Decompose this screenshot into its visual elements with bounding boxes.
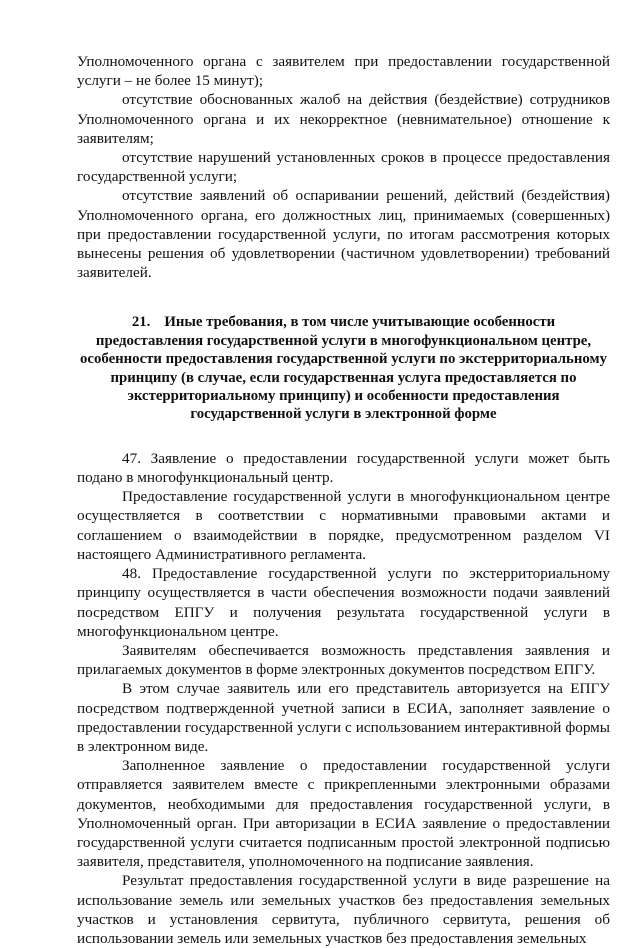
body-paragraph-3: 48. Предоставление государственной услуги по экстерриториальному принципу осуществляется в части обеспечения возможности подачи заявлений посредством ЕПГУ и получения результата государственной услуги в многофункциональном центре. xyxy=(77,565,610,640)
intro-paragraph-4: отсутствие заявлений об оспаривании решений, действий (бездействия) Уполномоченного органа, его должностных лиц, принимаемых (совершенных) при предоставлении государственной услуги, по итогам рассмотрения которых вынесены решения об удовлетворении (частичном удовлетворении) требований заявителей. xyxy=(77,187,610,282)
document-page xyxy=(77,52,610,948)
section-heading xyxy=(77,313,610,423)
intro-paragraph-3: отсутствие нарушений установленных сроков в процессе предоставления государственной услуги; xyxy=(77,149,610,186)
section-body xyxy=(77,449,610,948)
section-heading-text: Иные требования, в том числе учитывающие особенности предоставления государственной услуги в многофункциональном центре, особенности предоставления государственной услуги по экстерриториальному принципу (в случае, если государственная услуга предоставляется по экстерриториальному принципу) и особенности предоставления государственной услуги в электронной форме xyxy=(80,314,607,423)
body-paragraph-6: Заполненное заявление о предоставлении государственной услуги отправляется заявителем вместе с прикрепленными электронными образами документов, необходимыми для предоставления государственной услуги, в Уполномоченный орган. При авторизации в ЕСИА заявление о предоставлении государственной услуги считается подписанным простой электронной подписью заявителя, представителя, уполномоченного на подписание заявления. xyxy=(77,757,610,871)
body-paragraph-7: Результат предоставления государственной услуги в виде разрешение на использование земель или земельных участков без предоставления земельных участков и установления сервитута, публичного сервитута, решения об использовании земель или земельных участков без предоставления земельных xyxy=(77,872,610,947)
section-heading-number: 21. xyxy=(131,314,151,331)
body-paragraph-1: 47. Заявление о предоставлении государственной услуги может быть подано в многофункциональный центр. xyxy=(77,449,610,487)
body-paragraph-5: В этом случае заявитель или его представитель авторизуется на ЕПГУ посредством подтвержденной учетной записи в ЕСИА, заполняет заявление о предоставлении государственной услуги с использованием интерактивной формы в электронном виде. xyxy=(77,680,610,755)
body-paragraph-4: Заявителям обеспечивается возможность представления заявления и прилагаемых документов в форме электронных документов посредством ЕПГУ. xyxy=(77,641,610,679)
intro-block xyxy=(77,52,610,282)
intro-paragraph-1: Уполномоченного органа с заявителем при предоставлении государственной услуги – не более 15 минут); xyxy=(77,53,610,90)
intro-paragraph-2: отсутствие обоснованных жалоб на действия (бездействие) сотрудников Уполномоченного органа и их некорректное (невнимательное) отношение к заявителям; xyxy=(77,91,610,147)
body-paragraph-2: Предоставление государственной услуги в многофункциональном центре осуществляется в соответствии с нормативными правовыми актами и соглашением о взаимодействии в порядке, предусмотренном разделом VI настоящего Административного регламента. xyxy=(77,488,610,563)
